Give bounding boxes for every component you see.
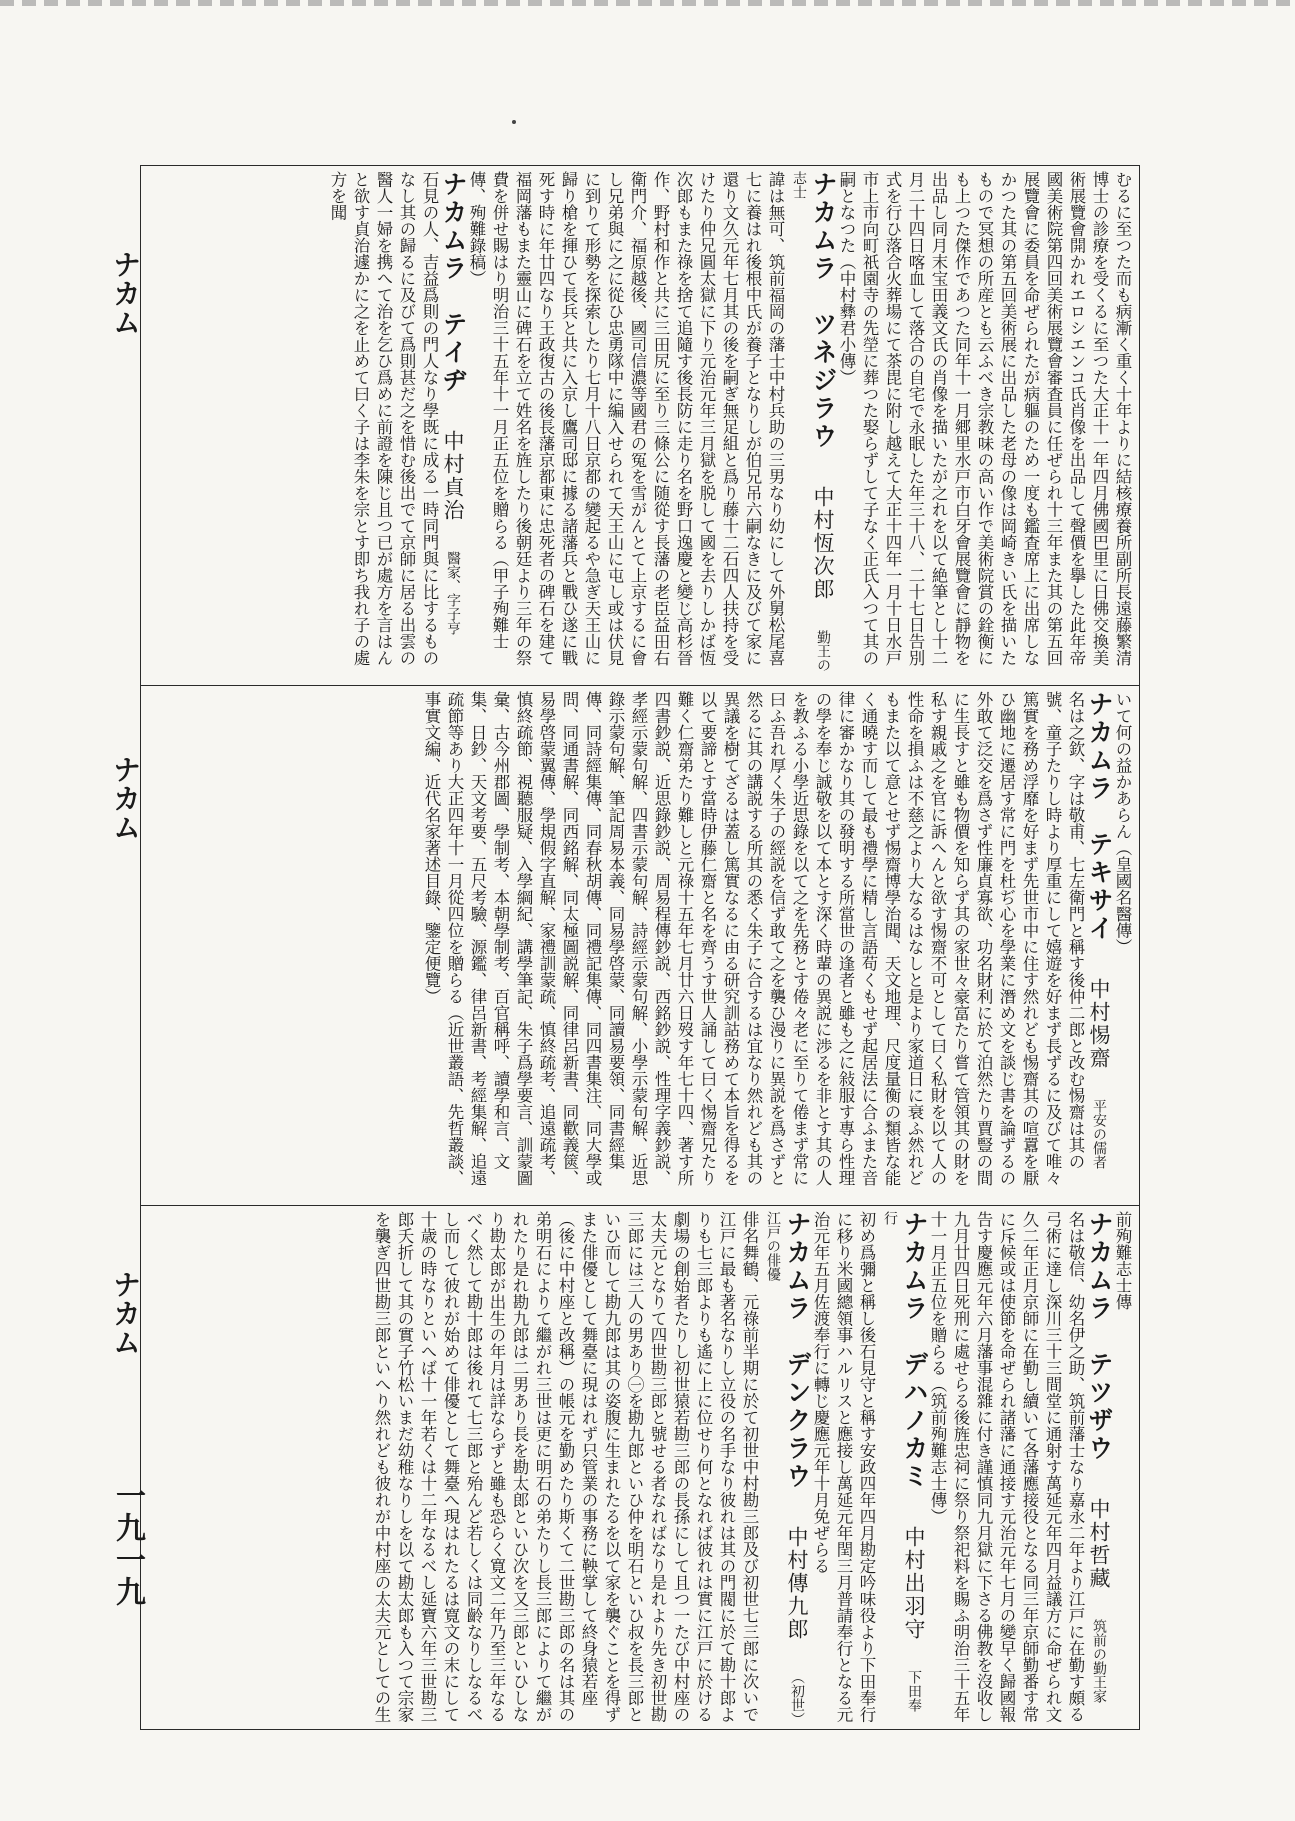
entry-body: 石見の人、吉益爲則の門人なり學既に成る一時同門與に比するものなし其の歸るに及びて爲則甚だ之を惜む後出でて京師に居る出雲の醫人一婦を携へて治を乞ひ爲めに前證を陳じ且つ已が處方を言はんと欲す貞治遽かに之を止めて曰く子は李朱を宗とす即ち我れ子の處方を聞	[328, 171, 439, 666]
running-head-top: ナカム	[109, 250, 142, 337]
entry-body: 俳名舞鶴、元祿前半期に於て初世中村勘三郎及び初世七三郎に次いで江戸に最も著名なりし立役の名手なり彼れは其の門閥に於て勘十郎よりも七三郎よりも遙に上に位せり何となれば彼れは實に江戸に於ける劇場の創始者たりし初世猿若勘三郎の長孫にして且つ一たび中村座の太夫元となりて四世勘三郎と號せる者なればなり是れより先き初世勘三郎には三人の男あり㊀を勘九郎といひ仲を明石といひ叔を長三郎といひ而して勘九郎は其の姿腹に生まれたるを以て家を襲ぐことを得ずまた俳優として舞臺に現はれず只管業の事務に鞅掌して終身猿若座（後に中村座と改稱）の帳元を勤めたり斯くて二世勘三郎の名は其の弟明石によりて繼がれ三世は更に明石の弟たりし長三郎によりて繼がれたり是れ勘九郎は二男あり長を勘太郎といひ次を又三郎といひしなり勘太郎が出生の年月は詳ならずと雖も恐らく寛文二年乃至三年なるべく然して勘十郎は後れて七三郎と殆んど若しくは同齡なりしなるべし而して彼れが始めて俳優として舞臺へ現はれたるは寛文の末にして十歳の時なりといへば十一年若くは十二年なるべし延寶六年三世勘三郎夭折して其の實子竹松いまだ幼稚なりしを以て勘太郎も入つて宗家を襲ぎ四世勘三郎といへり然れども彼れが中村座の太夫元としての生	[372, 1211, 759, 1723]
entry-heading: ナカムラ テキサイ	[1085, 691, 1114, 943]
entry-name: 中村哲藏	[1087, 1498, 1111, 1590]
entry-heading: ナカムラ テイヂ	[439, 171, 468, 395]
entry-heading: ナカムラ デンクラウ	[783, 1211, 812, 1491]
entry-body: 初め爲彌と稱し後石見守と稱す安政四年四月勘定吟味役より下田奉行に移り米國總領事ハルリスと應接し萬延元年閏三月普請奉行となる元治元年五月佐渡奉行に轉じ慶應元年十月免ぜらる	[811, 1211, 876, 1723]
works-list: 四書鈔説、近思錄鈔説、周易程傳鈔説、西銘鈔説、性理字義鈔説、孝經示蒙句解、四書示蒙句解、詩經示蒙句解、小學示蒙句解、近思錄示蒙句解、筆記周易本義、同易學啓蒙、同讀易要領、同書經集傳、同詩經集傳、同春秋胡傳、同禮記集傳、同四書集注、同大學或問、同通書解、同西銘解、同太極圖説解、同律呂新書、同歡義篋、易學啓蒙翼傳、學規假字直解、家禮訓蒙疏、慎終疏考、追遠疏考、慎終疏節、視聽服疑、入學綱紀、講學筆記、朱子爲學要言、訓蒙圖彙、古今州郡圖、學制考、本朝學制考、百官稱呼、讀學和言、文集、日鈔、天文考要、五尺考驗、源鑑、律呂新書、考經集解、追遠疏節等あり大正四年十一月從四位を贈らる（近世叢語、先哲叢談、事實文編、近代名家著述目錄、鑒定便覽）	[422, 691, 671, 1186]
top-scan-border	[0, 0, 1295, 6]
lower-intro-text: 前殉難志士傳	[1113, 1211, 1132, 1310]
entry-name: 中村出羽守	[902, 1526, 926, 1641]
entry-body: 名は之欽、字は敬甫、七左衛門と稱す後仲二郎と改む惕齋は其の號、童子たりし時より厚重にして嬉遊を好まず長ずるに及びて唯々篤實を務め浮靡を好まず先世市中に住す然れども惕齋其の喧囂を厭ひ幽地に遷居す常に門を杜ぢ心を學業に潛め文を談じ書を論ずるの外敢て泛交を爲さず性廉貞寡欲、功名財利に於て泊然たり賈豎の間に生長すと雖も物價を知らず其の家世々豪富たり嘗て管領其の財を私す親戚之を官に訴へんと欲す惕齋不可として曰く私財を以て人の性命を損ふは不慈之より大なるはなしと是より家道日に衰ふ然れどもまた以て意とせず惕齋博學治聞、天文地理、尺度量衡の類皆な能く通曉す而して最も禮學に精し言語苟くもせず起居法に合ふまた音律に審かなり其の發明する所當世の逢者と雖も之に敍服す專ら性理の學を奉じ誠敬を以て本とす深く時輩の異説に渉るを非とす其の人を教ふる小學近思錄を以て之を先務とす倦々老に至りて倦まず常に曰ふ吾れ厚く朱子の經説を信ず敢て之を襲ひ漫りに異説を爲さずと然るに其の講説する所其の悉く朱子に合するは宜なり然れども其の異議を樹てざるは蓋し篤實なるに由る研究訓詁務めて本旨を得るを以て要諦とす當時伊藤仁齋と名を齊うす世人誦して曰く惕齋兄たり難く仁齋弟たり難しと元祿十五年七月廿六日歿す年七十四、著す所	[675, 691, 1085, 1186]
entry-tag: 平安の儒者	[1091, 1099, 1107, 1169]
entry-heading: ナカムラ テツザウ	[1085, 1211, 1114, 1463]
running-head-middle: ナカム	[109, 755, 142, 842]
entry-body: 諱は無可、筑前福岡の藩士中村兵助の三男なり幼にして外舅松尾喜七に養はれ後根中氏が養子となりしが伯兄吊六嗣なきに及びて家に還り文久元年七月其の後を嗣ぎ無足組と爲り藤十二石四人扶持を受けたり仲兄圓太獄に下り元治元年三月獄を脱して國を去りしかば恆次郎もまた祿を捨て追隨す後長防に走り名を野口逸慶と變じ高杉晉作、野村和作と共に三田尻に至り三條公に随從す長藩の老臣益田右衛門介、福原越後、國司信濃等國君の冤を雪がんとて上京するに會し兄弟與に之に從ひ忠勇隊中に編入せられて天王山に屯し或は伏見に到りて形勢を探索したり七月十八日京都の變起るや急ぎ天王山に歸り槍を揮ひて長兵と共に入京し鷹司邸に據る諸藩兵と戰ひ遂に戰死す時に年廿四なり王政復古の後長藩京都東に忠死者の碑石を建て福岡藩もまた靈山に碑石を立て姓名を旌したり後朝廷より三年の祭費を併せ賜はり明治三十五年十一月正五位を贈らる（甲子殉難士傳、殉難錄稿）	[467, 171, 785, 666]
entry-nakamura-tsunejirou	[787, 171, 838, 679]
entry-name: 中村惕齋	[1087, 978, 1111, 1070]
middle-intro-text: いて何の益かあらん（皇國名醫傳）	[1113, 691, 1132, 955]
entry-tag: 醫家、字子亨	[445, 551, 461, 635]
scan-speck	[512, 120, 516, 124]
tier-divider-lower	[140, 1205, 1140, 1206]
running-head-bottom: ナカム	[109, 1270, 142, 1357]
entry-body: 名は敬信、幼名伊之助、筑前藩士なり嘉永二年より江戸に在勤す頗る弓術に達し深川三十三間堂に通射す萬延元年四月益議方に命ぜられ文久二年正月京師に在勤し續いて各藩應接役となる同三年京師勤番す常に斥候或は使節を命ぜられ諸藩に通接す元治元年七月の變早く歸國報告す慶應元年六月藩事混雜に付き謹慎同九月獄に下さる佛教を沒收し九月廿四日死刑に處せらる後旌忠祠に祭り祭祀料を賜ふ明治三十五年十一月正五位を贈らる（筑前殉難志士傳）	[928, 1211, 1085, 1723]
entry-heading: ナカムラ デハノカミ	[900, 1211, 929, 1491]
entry-tag: 下田奉行	[882, 1211, 922, 1712]
entry-nakamura-tetsuzou	[1085, 1211, 1114, 1724]
tier-divider-upper	[140, 685, 1140, 686]
entry-nakamura-teiji	[439, 171, 468, 679]
upper-tier	[146, 171, 1134, 679]
entry-nakamura-dehanokami	[878, 1211, 929, 1724]
upper-intro-text: むるに至つた而も病漸く重く十年よりに結核療養所副所長遠藤繁清博士の診療を受くるに至つた大正十一年四月佛國巴里に日佛交換美術展覽會開かれエロシエンコ氏肖像を出品して聲價を擧した此年帝國美術院第四回美術展覽會審査員に任ぜられ十三年また其の第五回展覽會に委員を命ぜられたが病軀のため一度も鑑査席上に出席しなかつた其の第五回美術展に出品した老母の像は岡崎きい氏を描いたもので冥想の所産とも云ふべき宗教味の高い作で美術院賞の銓衡にも上つた傑作であつた同年十一月郷里水戸市白牙會展覽會に靜物を出品し同月末宝田義文氏の肖像を描いたが之れを以て絶筆とし十二月二十四日喀血して落合の自宅で永眠した年三十八、二十七日告別式を行ひ落合火葬場にて茶毘に附し越えて大正十四年一月十日水戸市上市向町祇園寺の先塋に葬つた娶らずして子なく正氏入つて其の嗣となつた（中村彝君小傳）	[837, 171, 1132, 666]
entry-heading: ナカムラ ツネジラウ	[809, 171, 838, 451]
middle-tier	[146, 691, 1134, 1199]
lower-tier	[146, 1211, 1134, 1724]
entry-name: 中村恆次郎	[811, 486, 835, 601]
entry-name: 中村貞治	[441, 430, 465, 522]
entry-nakamura-tekisai	[1085, 691, 1114, 1199]
page-number: 一九一九	[110, 1480, 145, 1608]
entry-tag: 筑前の勤王家	[1091, 1619, 1107, 1703]
entry-tag: （初世）江戸の俳優	[765, 1211, 805, 1719]
entry-nakamura-denkurou	[761, 1211, 812, 1724]
entry-tag: 勤王の志士	[791, 171, 831, 672]
entry-name: 中村傳九郎	[785, 1526, 809, 1641]
